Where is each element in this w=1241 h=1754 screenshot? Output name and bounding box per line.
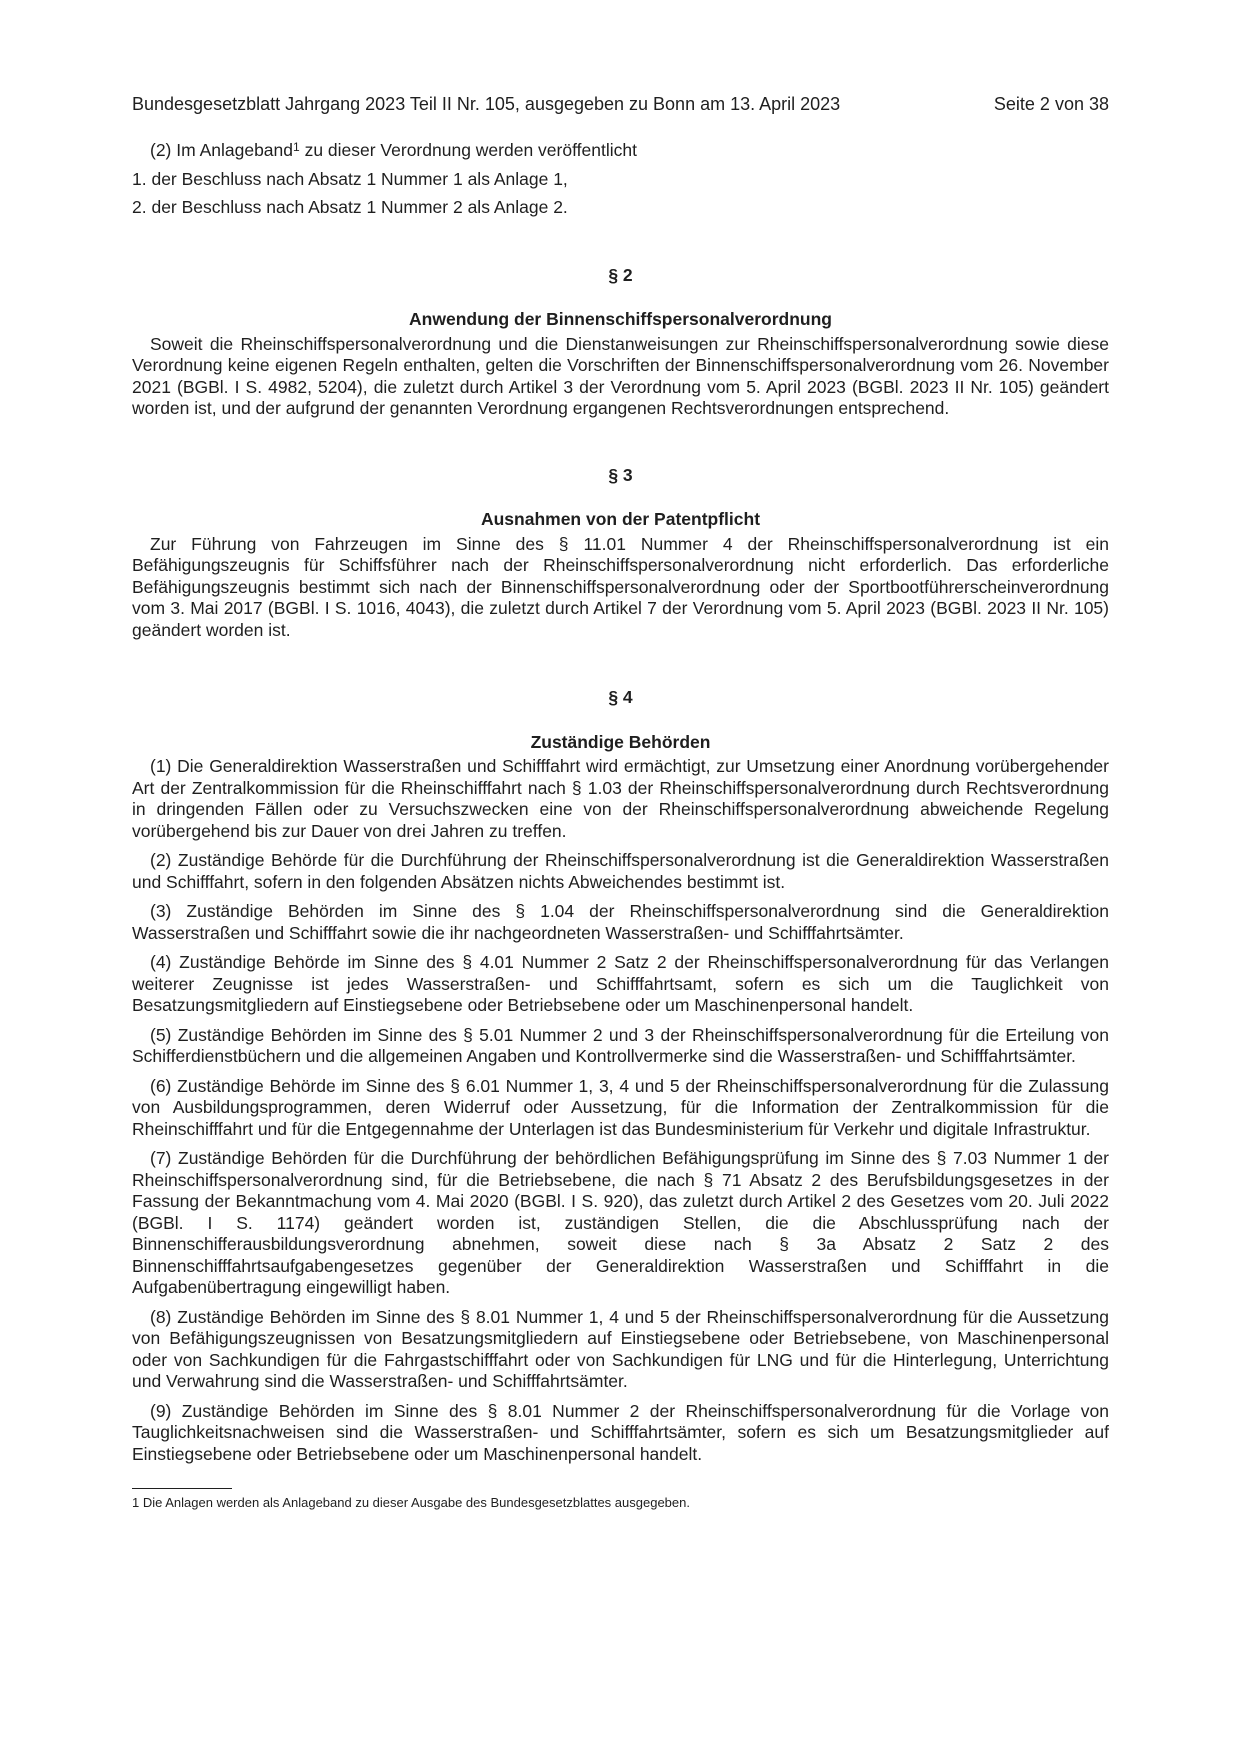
section-paragraph: Soweit die Rheinschiffspersonalverordnung und die Dienstanweisungen zur Rheinschiffspersonalverordnung sowie diese Verordnung keine eigenen Regeln enthalten, gelten die Vorschriften der Binnenschiffspersonalverordnung vom 26. November 2021 (BGBl. I S. 4982, 5204), die zuletzt durch Artikel 3 der Verordnung vom 5. April 2023 (BGBl. 2023 II Nr. 105) geändert worden ist, und der aufgrund der genannten Verordnung ergangenen Rechtsverordnungen entsprechend. (132, 333, 1109, 418)
footnote (132, 1495, 1109, 1511)
page-number: Seite 2 von 38 (993, 94, 1109, 114)
section-paragraph: (2) Zuständige Behörde für die Durchführung der Rheinschiffspersonalverordnung ist die Generaldirektion Wasserstraßen und Schifffahrt, sofern in den folgenden Absätzen nichts Abweichendes bestimmt ist. (132, 850, 1109, 892)
section-paragraph: (4) Zuständige Behörde im Sinne des § 4.01 Nummer 2 Satz 2 der Rheinschiffspersonalverordnung für das Verlangen weiterer Zeugnisse ist jedes Wasserstraßen- und Schifffahrtsamt, sofern es sich um die Tauglichkeit von Besatzungsmitgliedern auf Einstiegsebene oder Betriebsebene oder um Maschinenpersonal handelt. (132, 952, 1109, 1015)
section-paragraph: (6) Zuständige Behörde im Sinne des § 6.01 Nummer 1, 3, 4 und 5 der Rheinschiffspersonalverordnung für die Zulassung von Ausbildungsprogrammen, deren Widerruf oder Aussetzung, für die Information der Zentralkommission für die Rheinschifffahrt und für die Entgegennahme der Unterlagen ist das Bundesministerium für Verkehr und digitale Infrastruktur. (132, 1075, 1109, 1139)
gazette-header-title: Bundesgesetzblatt Jahrgang 2023 Teil II Nr. 105, ausgegeben zu Bonn am 13. April 2023 (132, 94, 841, 114)
section-paragraph: (1) Die Generaldirektion Wasserstraßen und Schifffahrt wird ermächtigt, zur Umsetzung einer Anordnung vorübergehender Art der Zentralkommission für die Rheinschifffahrt nach § 1.03 der Rheinschiffspersonalverordnung durch Rechtsverordnung in dringenden Fällen oder zu Versuchszwecken eine von der Rheinschiffspersonalverordnung abweichende Regelung vorübergehend bis zur Dauer von drei Jahren zu treffen. (132, 756, 1109, 841)
section-title: Anwendung der Binnenschiffspersonalverordnung (409, 309, 832, 329)
section-number: § 2 (608, 264, 633, 285)
section-paragraph: (8) Zuständige Behörden im Sinne des § 8.01 Nummer 1, 4 und 5 der Rheinschiffspersonalverordnung für die Aussetzung von Befähigungszeugnissen von Besatzungsmitgliedern auf Einstiegsebene oder Betriebsebene, von Maschinenpersonal oder von Sachkundigen für die Fahrgastschifffahrt oder von Sachkundigen für LNG und für die Hinterlegung, Unterrichtung und Verwahrung sind die Wasserstraßen- und Schifffahrtsämter. (132, 1306, 1109, 1391)
section-number: § 3 (608, 464, 633, 485)
footnote-ref[interactable]: 1 (293, 140, 300, 154)
section-paragraph: (7) Zuständige Behörden für die Durchführung der behördlichen Befähigungsprüfung im Sinne des § 7.03 Nummer 1 der Rheinschiffspersonalverordnung sind, für die Betriebsebene, die nach § 71 Absatz 2 des Berufsbildungsgesetzes in der Fassung der Bekanntmachung vom 4. Mai 2020 (BGBl. I S. 920), das zuletzt durch Artikel 2 des Gesetzes vom 20. Juli 2022 (BGBl. I S. 1174) geändert worden ist, zuständigen Stellen, die die Abschlussprüfung nach der Binnenschifferausbildungsverordnung abnehmen, soweit diese nach § 3a Absatz 2 Satz 2 des Binnenschifffahrtsaufgabengesetzes gegenüber der Generaldirektion Wasserstraßen und Schifffahrt in die Aufgabenübertragung eingewilligt haben. (132, 1148, 1109, 1297)
document-page (132, 94, 1109, 1511)
page-header (132, 94, 1109, 118)
section-paragraph: (5) Zuständige Behörden im Sinne des § 5.01 Nummer 2 und 3 der Rheinschiffspersonalverordnung für die Erteilung von Schifferdienstbüchern und die allgemeinen Angaben und Kontrollvermerke sind die Wasserstraßen- und Schifffahrtsämter. (132, 1024, 1109, 1066)
section-title: Ausnahmen von der Patentpflicht (480, 509, 761, 529)
section-paragraph: Zur Führung von Fahrzeugen im Sinne des § 11.01 Nummer 4 der Rheinschiffspersonalverordnung ist ein Befähigungszeugnis für Schiffsführer nach der Rheinschiffspersonalverordnung nicht erforderlich. Das erforderliche Befähigungszeugnis bestimmt sich nach der Binnenschiffspersonalverordnung oder der Sportbootführerscheinverordnung vom 3. Mai 2017 (BGBl. I S. 1016, 4043), die zuletzt durch Artikel 7 der Verordnung vom 5. April 2023 (BGBl. 2023 II Nr. 105) geändert worden ist. (132, 533, 1109, 640)
list-item: 2. der Beschluss nach Absatz 1 Nummer 2 als Anlage 2. (132, 197, 568, 217)
footnote-mark: 1 (132, 1495, 140, 1510)
intro-paragraph: (2) Im Anlageband$^1$ zu dieser Verordnung werden veröffentlicht (150, 140, 637, 160)
section-number: § 4 (608, 687, 633, 707)
footnote-text: Die Anlagen werden als Anlageband zu dieser Ausgabe des Bundesgesetzblattes ausgegeben. (139, 1495, 690, 1510)
list-item: 1. der Beschluss nach Absatz 1 Nummer 1 als Anlage 1, (132, 168, 568, 189)
section-paragraph: (3) Zuständige Behörden im Sinne des § 1.04 der Rheinschiffspersonalverordnung sind die Generaldirektion Wasserstraßen und Schifffahrt sowie die ihr nachgeordneten Wasserstraßen- und Schifffahrtsämter. (132, 901, 1109, 943)
section-title: Zuständige Behörden (530, 731, 711, 752)
section-paragraph: (9) Zuständige Behörden im Sinne des § 8.01 Nummer 2 der Rheinschiffspersonalverordnung für die Vorlage von Tauglichkeitsnachweisen sind die Wasserstraßen- und Schifffahrtsämter, sofern es sich um Besatzungsmitglieder auf Einstiegsebene oder Betriebsebene oder um Maschinenpersonal handelt. (132, 1400, 1109, 1464)
